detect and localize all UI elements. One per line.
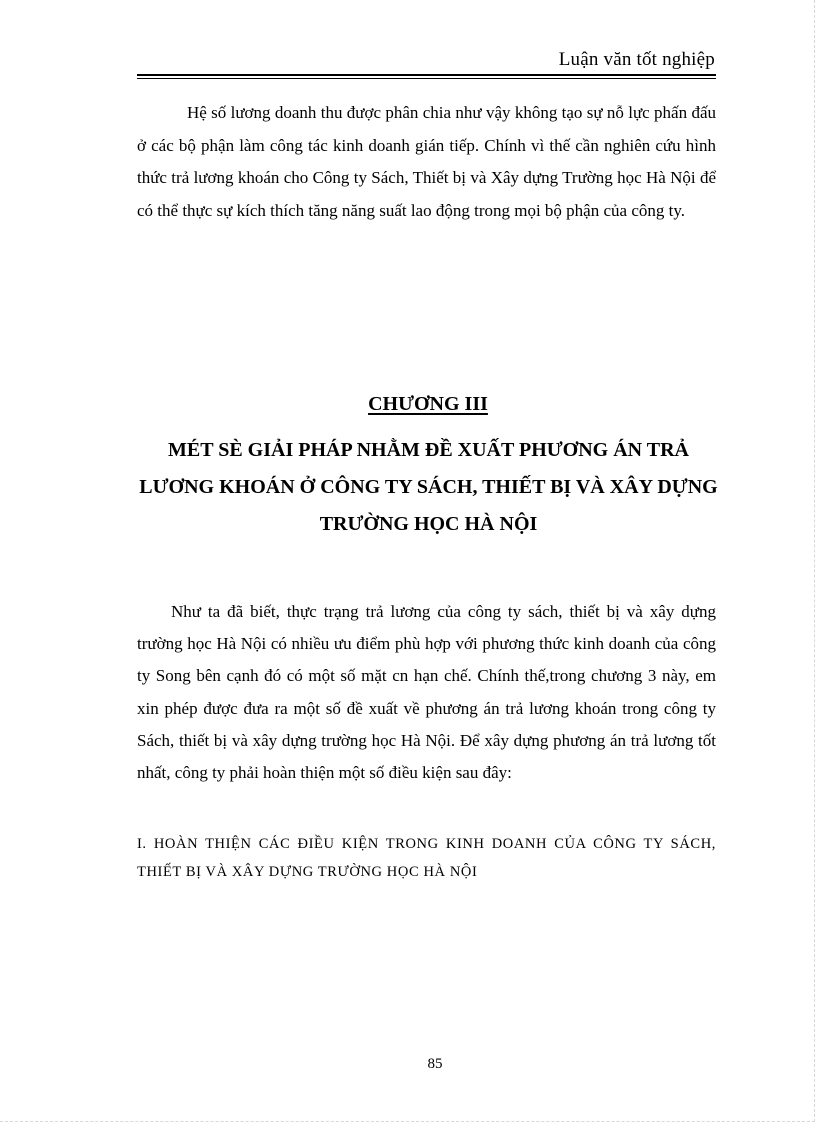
intro-paragraph: Hệ số lương doanh thu được phân chia như vậy không tạo sự nỗ lực phấn đấu ở các bộ phận làm công tác kinh doanh gián tiếp. Chính vì thế cần nghiên cứu hình thức trả lương khoán cho Công ty Sách, Thiết bị và Xây dựng Trường học Hà Nội để có thể thực sự kích thích tăng năng suất lao động trong mọi bộ phận của công ty.: [137, 103, 716, 220]
page-number: 85: [427, 1056, 443, 1072]
header-rule-thin: [137, 78, 716, 79]
chapter-intro-paragraph: Như ta đã biết, thực trạng trả lương của công ty sách, thiết bị và xây dựng trường học Hà Nội có nhiều ưu điểm phù hợp với phương thức kinh doanh của công ty Song bên cạnh đó có một số mặt cn hạn chế. Chính thế,trong chương 3 này, em xin phép được đưa ra một số đề xuất về phương án trả lương khoán trong công ty Sách, thiết bị và xây dựng trường học Hà Nội. Để xây dựng phương án trả lương tốt nhất, công ty phải hoàn thiện một số điều kiện sau đây:: [137, 602, 716, 783]
header-rule-thick: [137, 74, 716, 76]
section-heading: I. HOÀN THIỆN CÁC ĐIỀU KIỆN TRONG KINH DOANH CỦA CÔNG TY SÁCH, THIẾT BỊ VÀ XÂY DỰNG TRƯỜNG HỌC HÀ NỘI: [137, 836, 716, 880]
chapter-title: MÉT SÈ GIẢI PHÁP NHẰM ĐỀ XUẤT PHƯƠNG ÁN TRẢ LƯƠNG KHOÁN Ở CÔNG TY SÁCH, THIẾT BỊ VÀ XÂY DỰNG TRƯỜNG HỌC HÀ NỘI: [139, 439, 718, 535]
running-header-title: Luận văn tốt nghiệp: [558, 49, 715, 70]
chapter-label: CHƯƠNG III: [368, 393, 488, 415]
